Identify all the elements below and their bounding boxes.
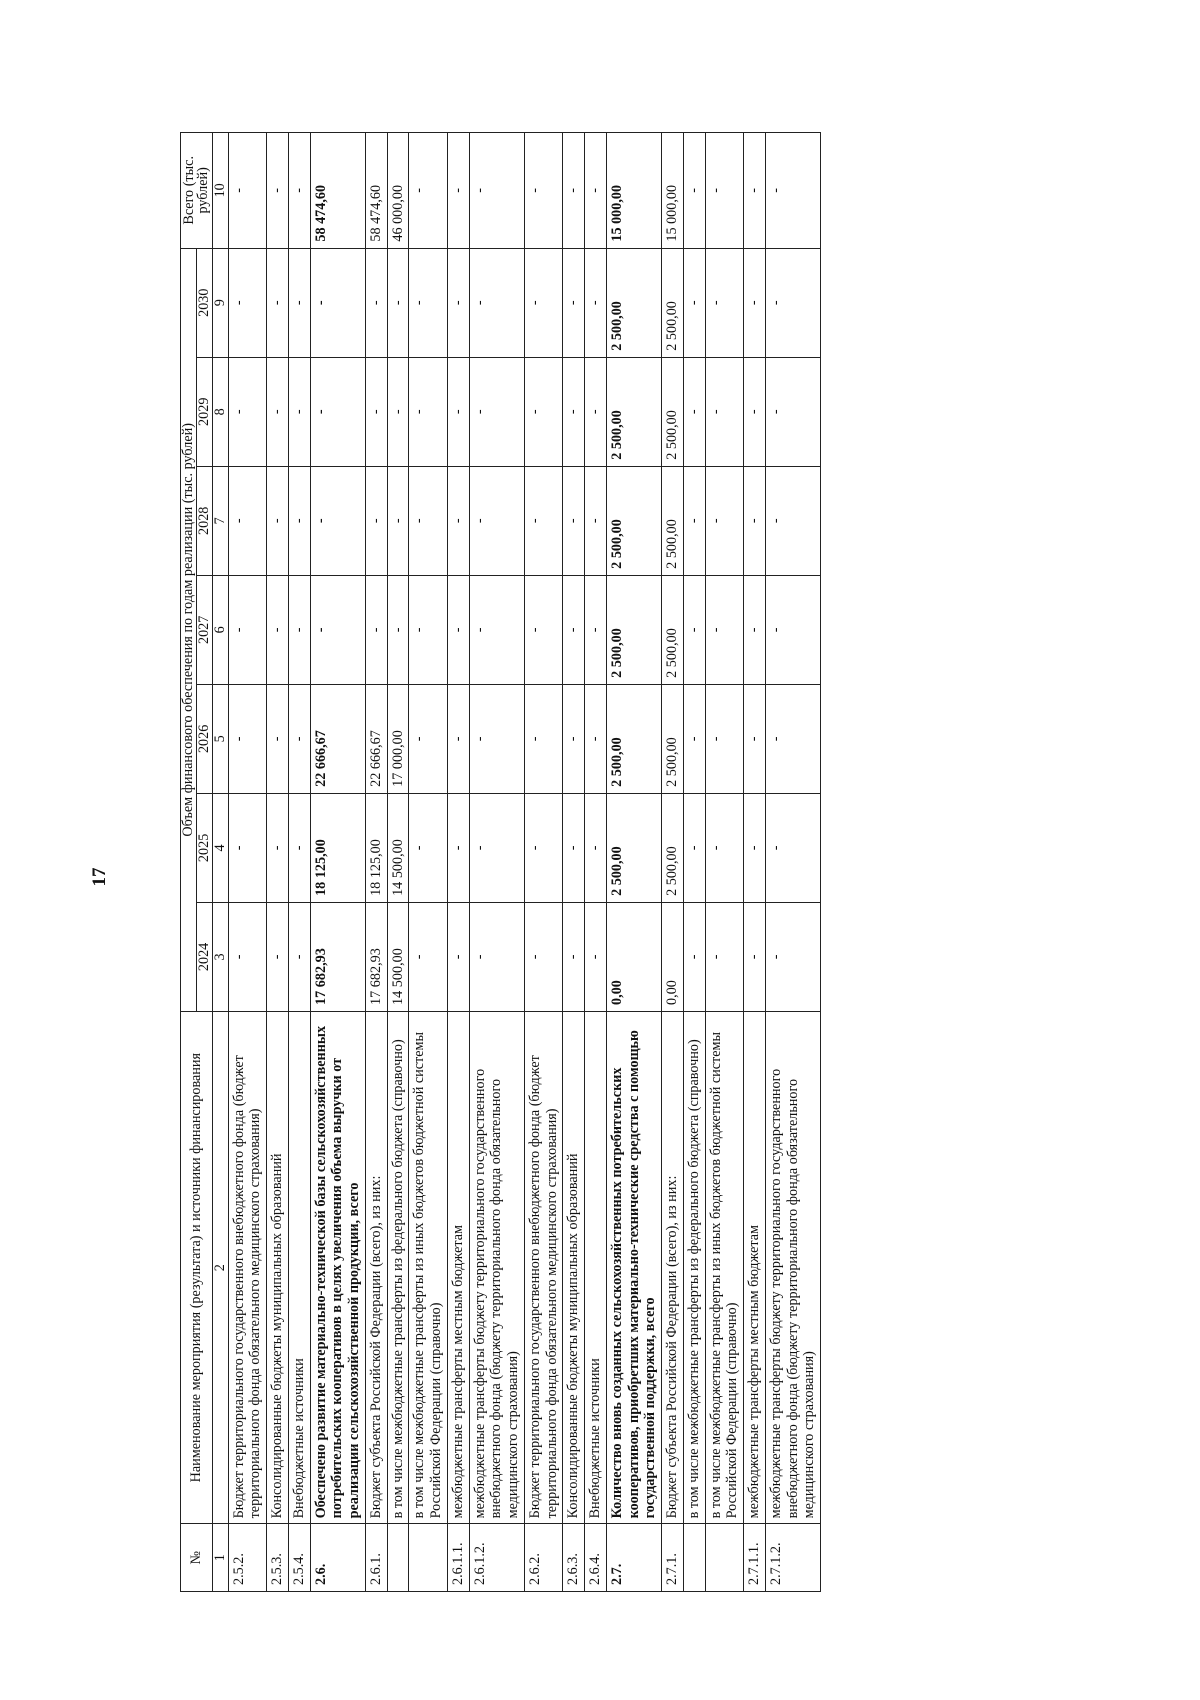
year-value-cell: - <box>447 575 469 684</box>
funding-table <box>180 132 821 1592</box>
total-value-cell: 15 000,00 <box>606 133 661 249</box>
year-value-cell: - <box>744 466 766 575</box>
year-value-cell: - <box>563 248 585 357</box>
table-row <box>683 133 705 1592</box>
year-value-cell: - <box>705 793 744 902</box>
year-value-cell: 17 000,00 <box>387 684 409 793</box>
row-number <box>387 1524 409 1592</box>
year-value-cell: 17 682,93 <box>310 902 365 1011</box>
row-name: межбюджетные трансферты бюджету территориального государственного внебюджетного фонда (бюджету территориального фонда обязательного медицинского страхования) <box>469 1011 524 1523</box>
year-value-cell: - <box>563 902 585 1011</box>
total-value-cell: - <box>705 133 744 249</box>
column-number: 2 <box>212 1011 228 1523</box>
year-value-cell: 2 500,00 <box>606 575 661 684</box>
row-number: 2.6. <box>310 1524 365 1592</box>
year-value-cell: - <box>267 357 289 466</box>
year-value-cell: 2 500,00 <box>662 248 684 357</box>
row-name: Количество вновь созданных сельскохозяйственных потребительских кооперативов, приобретших материально-технические средства с помощью государственной поддержки, всего <box>606 1011 661 1523</box>
year-value-cell: 0,00 <box>606 902 661 1011</box>
year-value-cell: - <box>705 248 744 357</box>
year-value-cell: - <box>310 575 365 684</box>
year-value-cell: - <box>524 357 563 466</box>
total-value-cell: - <box>744 133 766 249</box>
row-name: Внебюджетные источники <box>288 1011 310 1523</box>
column-number: 1 <box>212 1524 228 1592</box>
table-row <box>447 133 469 1592</box>
year-value-cell: 2 500,00 <box>606 684 661 793</box>
row-name: Бюджет территориального государственного внебюджетного фонда (бюджет территориального фонда обязательного медицинского страхования) <box>524 1011 563 1523</box>
year-value-cell: - <box>228 684 267 793</box>
year-value-cell: - <box>744 793 766 902</box>
year-value-cell: - <box>267 684 289 793</box>
year-value-cell: - <box>365 466 387 575</box>
year-value-cell: - <box>469 248 524 357</box>
row-name: в том числе межбюджетные трансферты из федерального бюджета (справочно) <box>683 1011 705 1523</box>
row-name: Бюджет субъекта Российской Федерации (всего), из них: <box>662 1011 684 1523</box>
total-value-cell: - <box>469 133 524 249</box>
row-name: Бюджет территориального государственного внебюджетного фонда (бюджет территориального фонда обязательного медицинского страхования) <box>228 1011 267 1523</box>
row-name: в том числе межбюджетные трансферты из иных бюджетов бюджетной системы Российской Федерации (справочно) <box>705 1011 744 1523</box>
year-value-cell: 2 500,00 <box>662 793 684 902</box>
column-number: 4 <box>212 793 228 902</box>
year-value-cell: - <box>288 684 310 793</box>
year-value-cell: - <box>365 248 387 357</box>
no-column-header: № <box>181 1524 213 1592</box>
table-row <box>606 133 661 1592</box>
row-number: 2.5.4. <box>288 1524 310 1592</box>
year-value-cell: - <box>765 575 820 684</box>
year-value-cell: - <box>683 902 705 1011</box>
year-value-cell: - <box>524 902 563 1011</box>
row-name: Консолидированные бюджеты муниципальных образований <box>563 1011 585 1523</box>
year-value-cell: - <box>524 684 563 793</box>
row-number: 2.7.1. <box>662 1524 684 1592</box>
year-value-cell: - <box>705 357 744 466</box>
year-value-cell: - <box>563 684 585 793</box>
year-header: 2030 <box>196 248 212 357</box>
year-value-cell: - <box>409 793 448 902</box>
year-value-cell: - <box>683 793 705 902</box>
year-value-cell: 17 682,93 <box>365 902 387 1011</box>
year-value-cell: - <box>267 466 289 575</box>
total-value-cell: - <box>447 133 469 249</box>
table-body <box>228 133 821 1592</box>
row-name: межбюджетные трансферты местным бюджетам <box>744 1011 766 1523</box>
year-header: 2024 <box>196 902 212 1011</box>
row-name: межбюджетные трансферты местным бюджетам <box>447 1011 469 1523</box>
year-value-cell: 22 666,67 <box>310 684 365 793</box>
row-number: 2.5.2. <box>228 1524 267 1592</box>
year-value-cell: - <box>228 357 267 466</box>
year-value-cell: - <box>765 357 820 466</box>
total-value-cell: - <box>288 133 310 249</box>
row-name: Внебюджетные источники <box>585 1011 607 1523</box>
year-value-cell: 2 500,00 <box>662 357 684 466</box>
year-value-cell: 18 125,00 <box>365 793 387 902</box>
year-value-cell: - <box>563 466 585 575</box>
year-value-cell: - <box>585 793 607 902</box>
year-header: 2025 <box>196 793 212 902</box>
year-value-cell: - <box>683 357 705 466</box>
column-number: 9 <box>212 248 228 357</box>
year-value-cell: - <box>705 902 744 1011</box>
year-value-cell: - <box>267 575 289 684</box>
year-value-cell: - <box>469 902 524 1011</box>
year-value-cell: - <box>765 902 820 1011</box>
year-value-cell: - <box>387 466 409 575</box>
year-value-cell: 22 666,67 <box>365 684 387 793</box>
column-number: 8 <box>212 357 228 466</box>
row-number: 2.5.3. <box>267 1524 289 1592</box>
total-value-cell: 58 474,60 <box>365 133 387 249</box>
year-value-cell: - <box>288 357 310 466</box>
year-value-cell: - <box>765 248 820 357</box>
year-value-cell: - <box>744 575 766 684</box>
total-value-cell: - <box>585 133 607 249</box>
column-number-row <box>212 133 228 1592</box>
year-value-cell: - <box>288 575 310 684</box>
row-number <box>683 1524 705 1592</box>
year-value-cell: - <box>585 248 607 357</box>
year-value-cell: - <box>447 248 469 357</box>
year-value-cell: - <box>563 793 585 902</box>
year-value-cell: - <box>744 248 766 357</box>
table-row <box>563 133 585 1592</box>
year-value-cell: - <box>469 466 524 575</box>
year-value-cell: - <box>447 684 469 793</box>
year-value-cell: - <box>705 575 744 684</box>
year-value-cell: - <box>524 248 563 357</box>
year-value-cell: - <box>585 684 607 793</box>
row-number: 2.7. <box>606 1524 661 1592</box>
row-number: 2.6.1.2. <box>469 1524 524 1592</box>
year-value-cell: - <box>288 902 310 1011</box>
total-column-header: Всего (тыс. рублей) <box>181 133 213 249</box>
year-value-cell: - <box>765 466 820 575</box>
year-value-cell: - <box>409 248 448 357</box>
year-value-cell: - <box>409 575 448 684</box>
year-value-cell: - <box>744 357 766 466</box>
year-value-cell: 0,00 <box>662 902 684 1011</box>
row-name: в том числе межбюджетные трансферты из иных бюджетов бюджетной системы Российской Федерации (справочно) <box>409 1011 448 1523</box>
year-value-cell: - <box>447 793 469 902</box>
row-number: 2.6.1. <box>365 1524 387 1592</box>
year-value-cell: - <box>447 902 469 1011</box>
rotated-table-container <box>180 132 1080 1592</box>
year-value-cell: - <box>310 248 365 357</box>
table-row <box>267 133 289 1592</box>
table-row <box>744 133 766 1592</box>
year-value-cell: - <box>585 466 607 575</box>
table-row <box>288 133 310 1592</box>
year-value-cell: - <box>409 357 448 466</box>
year-value-cell: 2 500,00 <box>662 466 684 575</box>
year-header: 2028 <box>196 466 212 575</box>
year-value-cell: - <box>288 466 310 575</box>
year-value-cell: - <box>365 575 387 684</box>
year-value-cell: - <box>585 357 607 466</box>
table-row <box>365 133 387 1592</box>
row-name: Консолидированные бюджеты муниципальных образований <box>267 1011 289 1523</box>
table-row <box>765 133 820 1592</box>
year-value-cell: - <box>765 793 820 902</box>
column-number: 6 <box>212 575 228 684</box>
year-value-cell: 2 500,00 <box>606 248 661 357</box>
year-value-cell: - <box>524 575 563 684</box>
year-value-cell: - <box>683 684 705 793</box>
year-value-cell: 2 500,00 <box>606 466 661 575</box>
year-value-cell: 14 500,00 <box>387 902 409 1011</box>
total-value-cell: - <box>765 133 820 249</box>
year-value-cell: - <box>744 684 766 793</box>
total-value-cell: 46 000,00 <box>387 133 409 249</box>
column-number: 7 <box>212 466 228 575</box>
table-row <box>228 133 267 1592</box>
table-row <box>585 133 607 1592</box>
total-value-cell: 58 474,60 <box>310 133 365 249</box>
year-value-cell: - <box>267 902 289 1011</box>
table-row <box>662 133 684 1592</box>
row-number: 2.6.4. <box>585 1524 607 1592</box>
row-number <box>705 1524 744 1592</box>
year-value-cell: 2 500,00 <box>662 575 684 684</box>
row-number: 2.6.2. <box>524 1524 563 1592</box>
year-header: 2027 <box>196 575 212 684</box>
year-header: 2026 <box>196 684 212 793</box>
table-row <box>469 133 524 1592</box>
table-row <box>705 133 744 1592</box>
year-value-cell: 2 500,00 <box>606 357 661 466</box>
year-value-cell: - <box>228 902 267 1011</box>
year-value-cell: - <box>228 248 267 357</box>
year-value-cell: - <box>267 248 289 357</box>
table-row <box>524 133 563 1592</box>
header-row-1 <box>181 133 197 1592</box>
table-row <box>387 133 409 1592</box>
page-number: 17 <box>89 867 110 887</box>
column-number: 10 <box>212 133 228 249</box>
year-value-cell: - <box>409 684 448 793</box>
year-header: 2029 <box>196 357 212 466</box>
total-value-cell: - <box>683 133 705 249</box>
year-value-cell: 14 500,00 <box>387 793 409 902</box>
year-value-cell: - <box>447 357 469 466</box>
year-value-cell: - <box>524 793 563 902</box>
year-value-cell: - <box>228 793 267 902</box>
year-value-cell: - <box>563 357 585 466</box>
year-value-cell: - <box>310 357 365 466</box>
year-value-cell: - <box>469 575 524 684</box>
year-value-cell: - <box>387 575 409 684</box>
row-name: Бюджет субъекта Российской Федерации (всего), из них: <box>365 1011 387 1523</box>
year-value-cell: - <box>228 466 267 575</box>
year-value-cell: - <box>683 248 705 357</box>
year-value-cell: - <box>409 902 448 1011</box>
column-number: 5 <box>212 684 228 793</box>
year-value-cell: 18 125,00 <box>310 793 365 902</box>
funding-column-header: Объем финансового обеспечения по годам реализации (тыс. рублей) <box>181 248 197 1011</box>
column-number: 3 <box>212 902 228 1011</box>
year-value-cell: - <box>705 466 744 575</box>
year-value-cell: - <box>744 902 766 1011</box>
year-value-cell: - <box>447 466 469 575</box>
total-value-cell: 15 000,00 <box>662 133 684 249</box>
year-value-cell: 2 500,00 <box>606 793 661 902</box>
year-value-cell: - <box>228 575 267 684</box>
year-value-cell: - <box>524 466 563 575</box>
year-value-cell: - <box>683 466 705 575</box>
row-number: 2.7.1.1. <box>744 1524 766 1592</box>
year-value-cell: - <box>409 466 448 575</box>
row-name: в том числе межбюджетные трансферты из федерального бюджета (справочно) <box>387 1011 409 1523</box>
year-value-cell: - <box>387 357 409 466</box>
year-value-cell: - <box>469 793 524 902</box>
year-value-cell: - <box>365 357 387 466</box>
total-value-cell: - <box>524 133 563 249</box>
year-value-cell: - <box>585 902 607 1011</box>
row-number <box>409 1524 448 1592</box>
year-value-cell: - <box>469 684 524 793</box>
table-row <box>409 133 448 1592</box>
table-row <box>310 133 365 1592</box>
total-value-cell: - <box>228 133 267 249</box>
row-number: 2.6.1.1. <box>447 1524 469 1592</box>
year-value-cell: - <box>469 357 524 466</box>
year-value-cell: - <box>288 793 310 902</box>
row-name: Обеспечено развитие материально-технической базы сельскохозяйственных потребительских кооперативов в целях увеличения объема выручки от реализации сельскохозяйственной продукции, всего <box>310 1011 365 1523</box>
row-number: 2.6.3. <box>563 1524 585 1592</box>
year-value-cell: - <box>310 466 365 575</box>
year-value-cell: - <box>705 684 744 793</box>
year-value-cell: - <box>288 248 310 357</box>
year-value-cell: - <box>267 793 289 902</box>
year-value-cell: - <box>683 575 705 684</box>
year-value-cell: - <box>765 684 820 793</box>
total-value-cell: - <box>267 133 289 249</box>
year-value-cell: - <box>387 248 409 357</box>
total-value-cell: - <box>563 133 585 249</box>
name-column-header: Наименование мероприятия (результата) и источники финансирования <box>181 1011 213 1523</box>
year-value-cell: 2 500,00 <box>662 684 684 793</box>
total-value-cell: - <box>409 133 448 249</box>
row-number: 2.7.1.2. <box>765 1524 820 1592</box>
year-value-cell: - <box>563 575 585 684</box>
row-name: межбюджетные трансферты бюджету территориального государственного внебюджетного фонда (бюджету территориального фонда обязательного медицинского страхования) <box>765 1011 820 1523</box>
year-value-cell: - <box>585 575 607 684</box>
